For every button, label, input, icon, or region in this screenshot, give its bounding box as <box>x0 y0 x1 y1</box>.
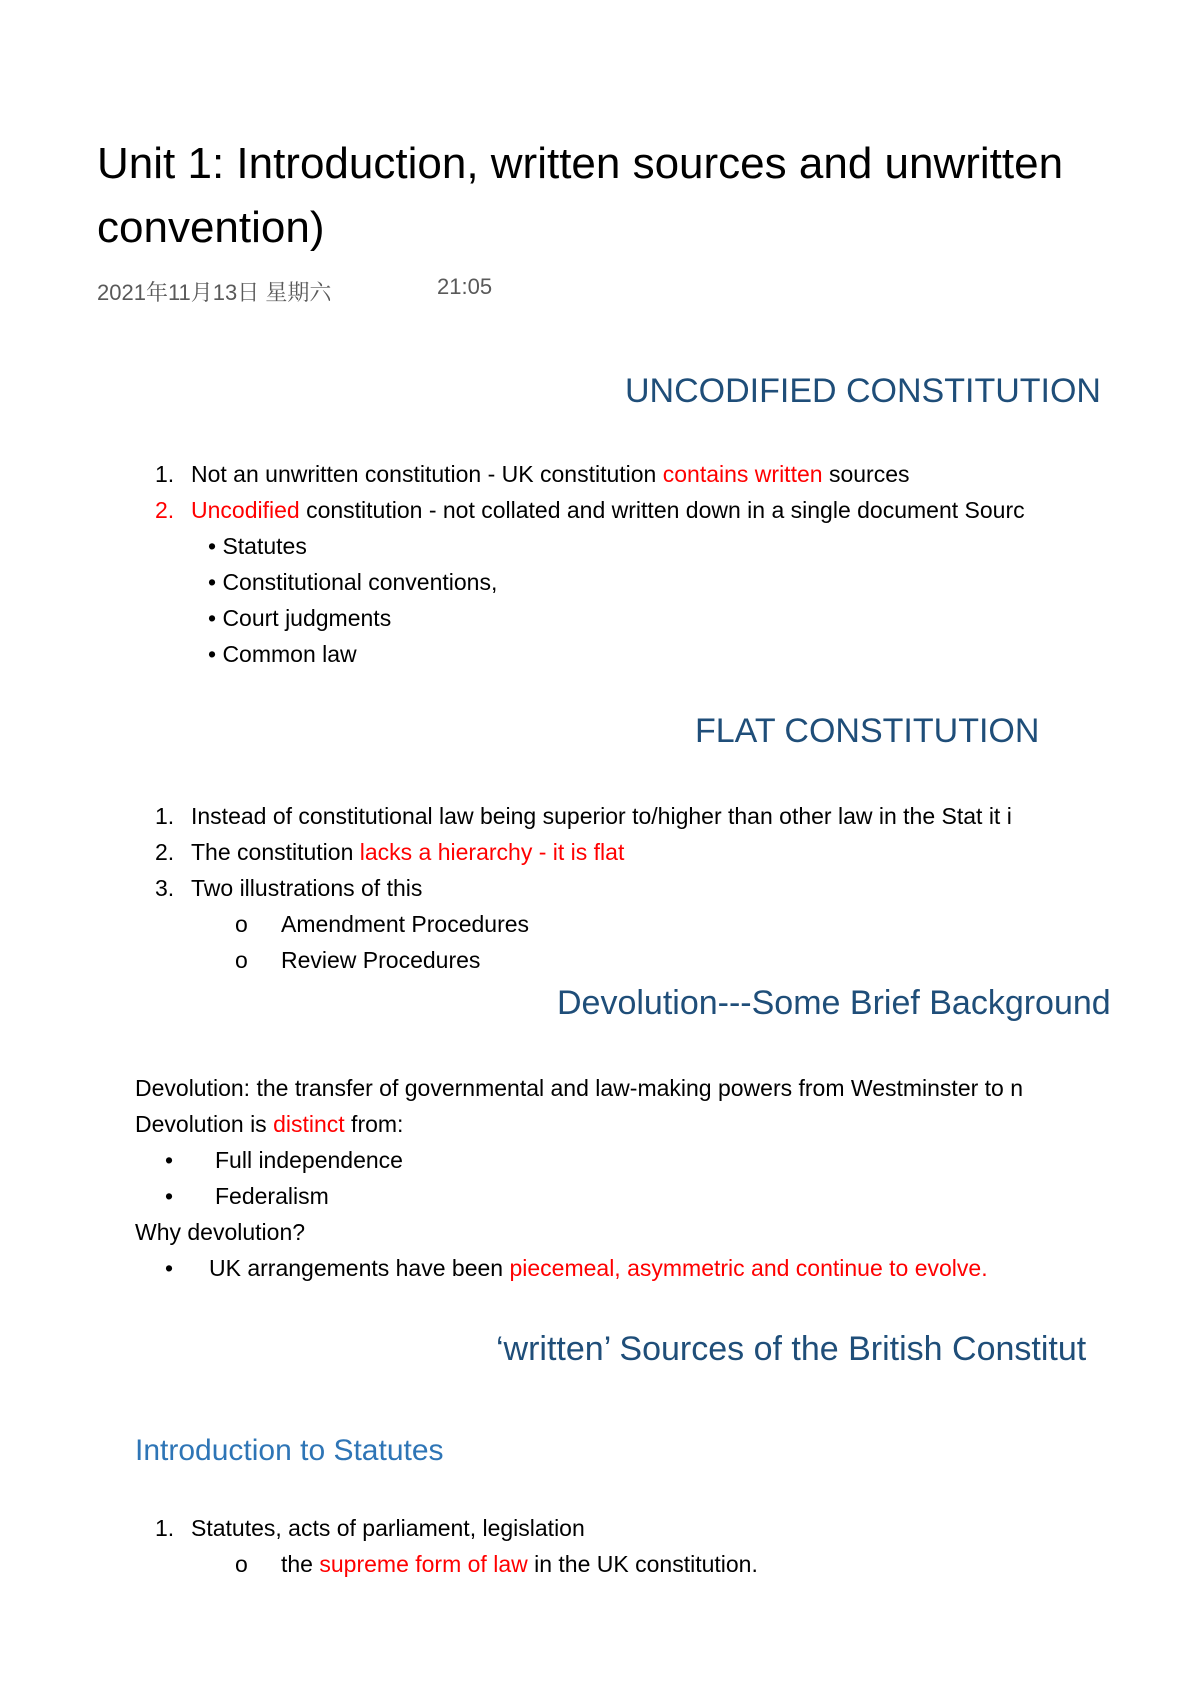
source-bullet-statutes: • Statutes <box>208 533 307 559</box>
devolution-heading: Devolution---Some Brief Background <box>557 984 1111 1022</box>
flat-sub-review <box>235 942 480 978</box>
flat-item-2-highlight: lacks a hierarchy - it is flat <box>359 839 625 865</box>
uncodified-item-2-text: constitution - not collated and written down in a single document Sourc <box>299 497 1025 523</box>
flat-item-3-text: Two illustrations of this <box>191 875 423 901</box>
list-number: 1. <box>155 803 175 829</box>
page-date: 2021年11月13日 星期六 <box>97 280 332 305</box>
devolution-distinct-highlight: distinct <box>273 1111 345 1137</box>
flat-sub-review-text: Review Procedures <box>281 947 481 973</box>
flat-item-1-text: Instead of constitutional law being superior to/higher than other law in the Stat it i <box>191 803 1012 829</box>
circle-bullet-icon: o <box>235 1551 248 1577</box>
list-number: 2. <box>155 839 175 865</box>
uncodified-item-1-text-b: sources <box>822 461 910 487</box>
devolution-why: Why devolution? <box>135 1219 306 1245</box>
uncodified-item-2-highlight: Uncodified <box>191 497 300 523</box>
flat-item-2 <box>155 834 624 870</box>
flat-sub-amendment <box>235 906 529 942</box>
written-sources-heading: ‘written’ Sources of the British Constitut <box>496 1330 1087 1368</box>
circle-bullet-icon: o <box>235 911 248 937</box>
uncodified-item-1-text-a: Not an unwritten constitution - UK constitution <box>191 461 663 487</box>
page-title-line-2: convention) <box>97 203 325 252</box>
devolution-distinct-text-b: from: <box>344 1111 404 1137</box>
uncodified-item-2 <box>155 492 1025 528</box>
page-time: 21:05 <box>437 274 493 299</box>
statutes-item-1-text: Statutes, acts of parliament, legislation <box>191 1515 585 1541</box>
statutes-sub-1-text-a: the <box>281 1551 320 1577</box>
flat-item-1 <box>155 798 1012 834</box>
source-bullet-common-law: • Common law <box>208 641 357 667</box>
bullet-icon: • <box>165 1183 174 1209</box>
list-number: 2. <box>155 497 175 523</box>
devolution-definition: Devolution: the transfer of governmental and law-making powers from Westminster to n <box>135 1075 1024 1101</box>
uncodified-item-1 <box>155 456 910 492</box>
devolution-why-bullet-text: UK arrangements have been <box>209 1255 510 1281</box>
statutes-item-1 <box>155 1510 585 1546</box>
source-bullet-conventions: • Constitutional conventions, <box>208 569 498 595</box>
list-number: 1. <box>155 1515 175 1541</box>
devolution-bullet-independence-text: Full independence <box>215 1147 403 1173</box>
devolution-why-bullet-highlight: piecemeal, asymmetric and continue to evolve. <box>509 1255 988 1281</box>
devolution-bullet-independence <box>165 1142 403 1178</box>
bullet-icon: • <box>165 1255 174 1281</box>
page-title-line-1: Unit 1: Introduction, written sources and unwritten <box>97 139 1064 188</box>
devolution-why-bullet <box>165 1250 988 1286</box>
devolution-bullet-federalism-text: Federalism <box>215 1183 329 1209</box>
bullet-icon: • <box>165 1147 174 1173</box>
statutes-sub-1 <box>235 1546 758 1582</box>
statutes-sub-1-text-b: in the UK constitution. <box>527 1551 758 1577</box>
list-number: 1. <box>155 461 175 487</box>
uncodified-item-1-highlight: contains written <box>662 461 823 487</box>
list-number: 3. <box>155 875 175 901</box>
flat-sub-amendment-text: Amendment Procedures <box>281 911 530 937</box>
source-bullet-court-judgments: • Court judgments <box>208 605 392 631</box>
uncodified-heading: UNCODIFIED CONSTITUTION <box>625 372 1101 410</box>
flat-item-3 <box>155 870 422 906</box>
flat-heading: FLAT CONSTITUTION <box>695 712 1040 750</box>
statutes-sub-1-highlight: supreme form of law <box>319 1551 528 1577</box>
devolution-distinct <box>135 1106 403 1142</box>
devolution-bullet-federalism <box>165 1178 329 1214</box>
devolution-distinct-text-a: Devolution is <box>135 1111 274 1137</box>
statutes-heading: Introduction to Statutes <box>135 1434 444 1467</box>
flat-item-2-text: The constitution <box>191 839 360 865</box>
circle-bullet-icon: o <box>235 947 248 973</box>
